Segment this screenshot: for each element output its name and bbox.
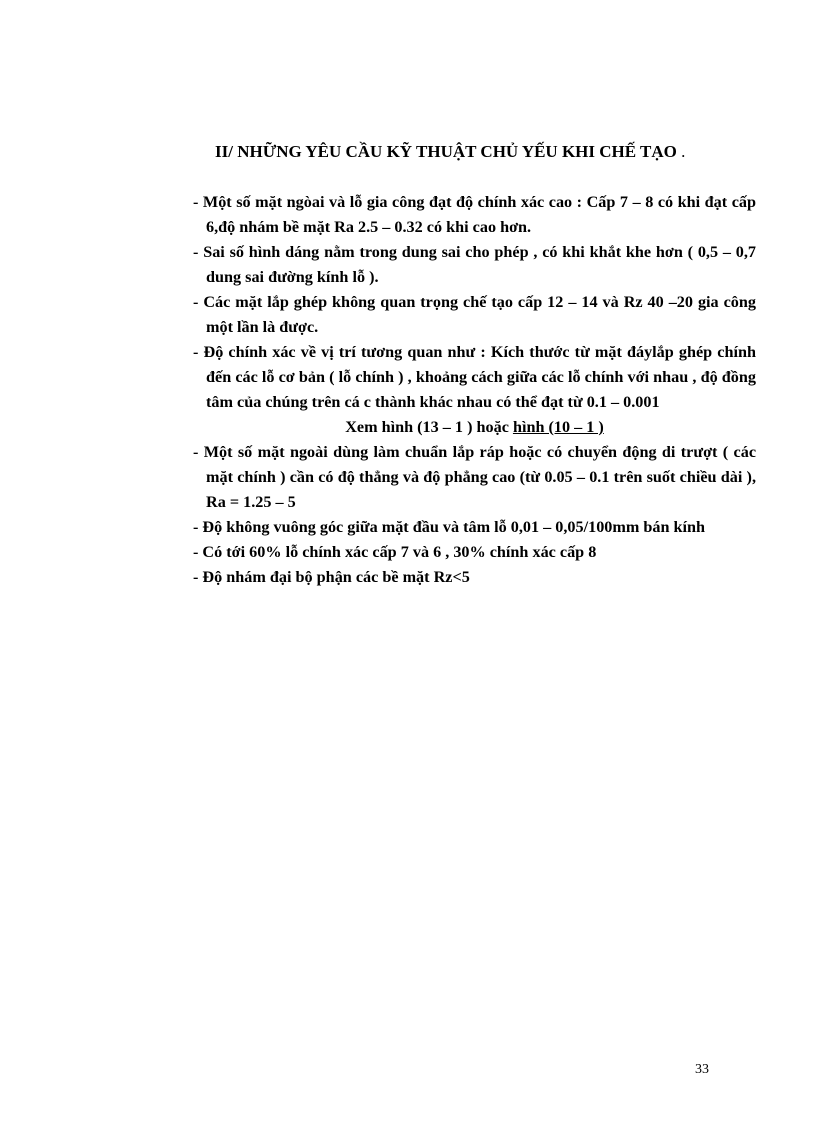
requirement-item-5: - Một số mặt ngoài dùng làm chuẩn lắp ráp hoặc có chuyển động di trượt ( các mặt chính ) cần có độ thẳng và độ phẳng cao (từ 0.05 – 0.1 trên suốt chiều dài ), Ra = 1.25 – 5 (193, 443, 756, 511)
requirement-item-8: - Độ nhám đại bộ phận các bề mặt Rz<5 (193, 568, 470, 586)
requirements-list (193, 190, 756, 590)
page-number: 33 (695, 1062, 709, 1077)
requirement-item-1: - Một số mặt ngòai và lỗ gia công đạt độ chính xác cao : Cấp 7 – 8 có khi đạt cấp 6,độ nhám bề mặt Ra 2.5 – 0.32 có khi cao hơn. (193, 193, 756, 236)
figure-reference-link[interactable]: hình (10 – 1 ) (512, 418, 604, 436)
section-heading (215, 142, 685, 162)
heading-punctuation: . (681, 142, 686, 161)
requirement-item-4: - Độ chính xác về vị trí tương quan như : Kích thước từ mặt đáylắp ghép chính đến các lỗ cơ bản ( lỗ chính ) , khoảng cách giữa các lỗ chính với nhau , độ đồng tâm của chúng trên cá c thành khác nhau có thể đạt từ 0.1 – 0.001 (193, 343, 756, 411)
requirement-item-3: - Các mặt lắp ghép không quan trọng chế tạo cấp 12 – 14 và Rz 40 –20 gia công một lần là được. (193, 293, 756, 336)
requirement-item-6: - Độ không vuông góc giữa mặt đầu và tâm lỗ 0,01 – 0,05/100mm bán kính (193, 518, 706, 536)
figure-reference (193, 415, 756, 440)
requirement-item-2: - Sai số hình dáng nằm trong dung sai cho phép , có khi khắt khe hơn ( 0,5 – 0,7 dung sai đường kính lỗ ). (193, 243, 756, 286)
figure-reference-prefix: Xem hình (13 – 1 ) hoặc (345, 418, 513, 436)
section-heading-text: II/ NHỮNG YÊU CẦU KỸ THUẬT CHỦ YẾU KHI CHẾ TẠO (215, 142, 677, 161)
requirement-item-7: - Có tới 60% lỗ chính xác cấp 7 và 6 , 30% chính xác cấp 8 (193, 543, 597, 561)
